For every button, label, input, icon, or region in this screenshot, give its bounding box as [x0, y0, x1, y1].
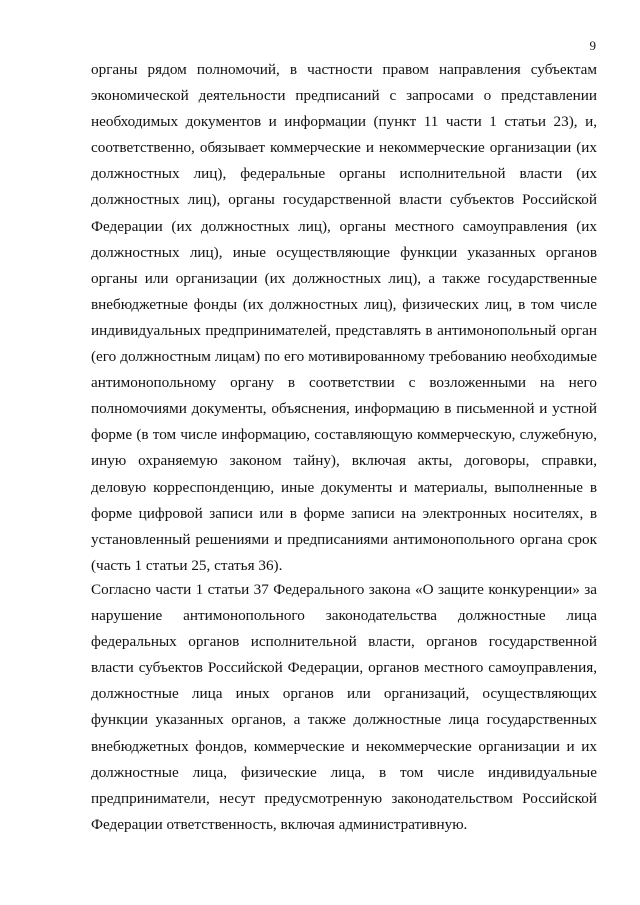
paragraph-1 — [91, 57, 597, 579]
text-line: Федерации ответственность, включая административную. — [91, 815, 468, 833]
paragraph-2 — [91, 577, 597, 838]
text-line: органы рядом полномочий, в частности правом направления субъектам — [91, 61, 597, 78]
text-line: антимонопольному органу в соответствии с возложенными на него — [91, 374, 597, 392]
text-line: деловую корреспонденцию, иные документы и материалы, выполненные в — [91, 478, 597, 496]
text-line: форме (в том числе информацию, составляющую коммерческую, служебную, — [91, 426, 597, 444]
text-line: должностные лица иных органов или организаций, осуществляющих — [91, 685, 597, 703]
text-line: нарушение антимонопольного законодательства должностные лица — [91, 607, 597, 625]
text-line: форме цифровой записи или в форме записи на электронных носителях, в — [91, 504, 597, 522]
text-line: Согласно части 1 статьи 37 Федерального закона «О защите конкуренции» за — [91, 581, 597, 598]
text-line: должностные лица, физические лица, в том числе индивидуальные — [91, 763, 597, 781]
text-line: должностных лиц), иные осуществляющие функции указанных органов — [91, 243, 597, 261]
text-line: Федерации (их должностных лиц), органы местного самоуправления (их — [91, 217, 597, 235]
text-line: функции указанных органов, а также должностные лица государственных — [91, 711, 597, 729]
text-line: иную охраняемую законом тайну), включая акты, договоры, справки, — [91, 452, 597, 470]
text-line: необходимых документов и информации (пункт 11 части 1 статьи 23), и, — [91, 113, 597, 131]
text-line: внебюджетные фонды (их должностных лиц), физических лиц, в том числе — [91, 295, 597, 313]
text-line: экономической деятельности предписаний с запросами о представлении — [91, 87, 597, 105]
text-line: соответственно, обязывает коммерческие и некоммерческие организации (их — [91, 139, 597, 157]
text-line: индивидуальных предпринимателей, представлять в антимонопольный орган — [91, 321, 597, 339]
text-line: (часть 1 статьи 25, статья 36). — [91, 556, 283, 574]
text-line: власти субъектов Российской Федерации, органов местного самоуправления, — [91, 659, 597, 677]
page-number: 9 — [589, 38, 596, 53]
text-line: должностных лиц), органы государственной власти субъектов Российской — [91, 191, 597, 209]
text-line: (его должностным лицам) по его мотивированному требованию необходимые — [91, 348, 597, 366]
text-line: должностных лиц), федеральные органы исполнительной власти (их — [91, 165, 597, 183]
text-line: органы или организации (их должностных лиц), а также государственные — [91, 269, 597, 287]
text-line: внебюджетных фондов, коммерческие и некоммерческие организации и их — [91, 737, 597, 755]
text-line: полномочиями документы, объяснения, информацию в письменной и устной — [91, 400, 597, 418]
text-line: установленный решениями и предписаниями антимонопольного органа срок — [91, 530, 597, 548]
text-line: федеральных органов исполнительной власти, органов государственной — [91, 633, 597, 651]
text-line: предприниматели, несут предусмотренную законодательством Российской — [91, 789, 597, 807]
